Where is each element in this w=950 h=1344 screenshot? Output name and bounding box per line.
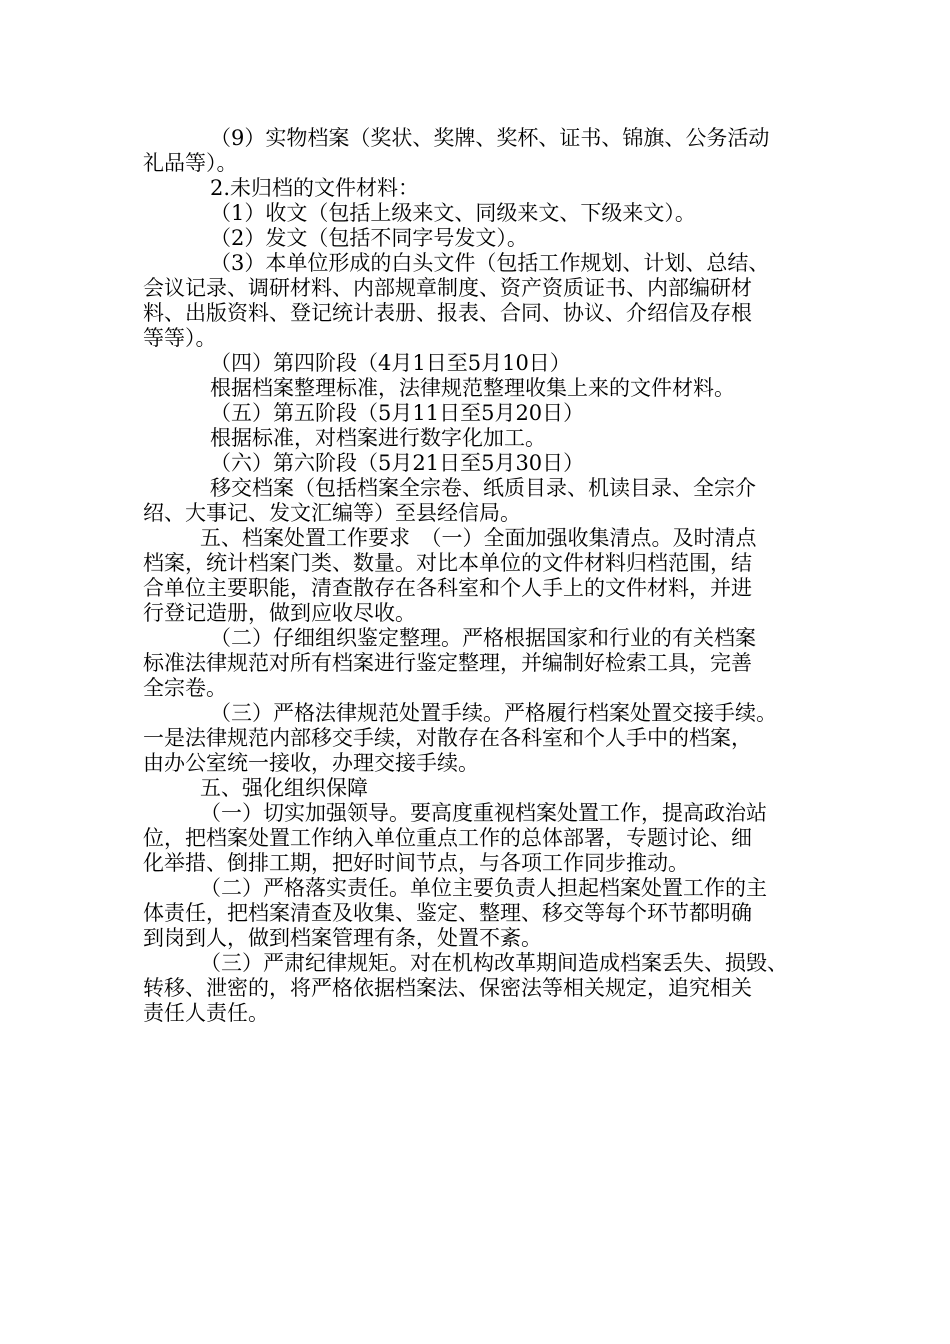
text-line: （1）收文（包括上级来文、同级来文、下级来文）。 (210, 201, 696, 225)
text-line: 由办公室统一接收，办理交接手续。 (143, 751, 479, 775)
text-line: （2）发文（包括不同字号发文）。 (210, 226, 528, 250)
section-heading: 五、强化组织保障 (200, 776, 368, 800)
text-line: （三）严格法律规范处置手续。严格履行档案处置交接手续。 (210, 701, 777, 725)
text-line: （五）第五阶段（5月11日至5月20日） (210, 401, 585, 425)
text-line: （六）第六阶段（5月21日至5月30日） (210, 451, 585, 475)
text-line: 一是法律规范内部移交手续，对散存在各科室和个人手中的档案， (143, 726, 752, 750)
text-line: （9）实物档案（奖状、奖牌、奖杯、证书、锦旗、公务活动 (210, 126, 770, 150)
text-line: （一）切实加强领导。要高度重视档案处置工作，提高政治站 (200, 801, 767, 825)
text-line: 根据标准，对档案进行数字化加工。 (210, 426, 546, 450)
text-line: 五、档案处置工作要求 （一）全面加强收集清点。及时清点 (200, 526, 757, 550)
text-line: 转移、泄密的，将严格依据档案法、保密法等相关规定，追究相关 (143, 976, 752, 1000)
text-line: 等等）。 (143, 326, 217, 350)
text-line: （三）严肃纪律规矩。对在机构改革期间造成档案丢失、损毁、 (200, 951, 788, 975)
text-line: 料、出版资料、登记统计表册、报表、合同、协议、介绍信及存根 (143, 301, 752, 325)
text-line: 礼品等）。 (143, 151, 238, 175)
text-line: 位，把档案处置工作纳入单位重点工作的总体部署，专题讨论、细 (143, 826, 752, 850)
text-line: （3）本单位形成的白头文件（包括工作规划、计划、总结、 (210, 251, 770, 275)
text-line: 全宗卷。 (143, 676, 227, 700)
text-line: 标准法律规范对所有档案进行鉴定整理，并编制好检索工具，完善 (143, 651, 752, 675)
text-line: （四）第四阶段（4月1日至5月10日） (210, 351, 571, 375)
text-line: 体责任，把档案清查及收集、鉴定、整理、移交等每个环节都明确 (143, 901, 752, 925)
text-line: 绍、大事记、发文汇编等）至县经信局。 (143, 501, 521, 525)
text-line: 移交档案（包括档案全宗卷、纸质目录、机读目录、全宗介 (210, 476, 756, 500)
text-line: 责任人责任。 (143, 1001, 269, 1025)
text-line: 根据档案整理标准，法律规范整理收集上来的文件材料。 (210, 376, 735, 400)
text-line: 会议记录、调研材料、内部规章制度、资产资质证书、内部编研材 (143, 276, 752, 300)
text-line: （二）严格落实责任。单位主要负责人担起档案处置工作的主 (200, 876, 767, 900)
text-line: 到岗到人，做到档案管理有条，处置不紊。 (143, 926, 542, 950)
text-line: 行登记造册，做到应收尽收。 (143, 601, 416, 625)
text-line: 合单位主要职能，清查散存在各科室和个人手上的文件材料，并进 (143, 576, 752, 600)
text-line: 档案，统计档案门类、数量。对比本单位的文件材料归档范围，结 (143, 551, 752, 575)
text-line: 化举措、倒排工期，把好时间节点，与各项工作同步推动。 (143, 851, 689, 875)
text-line: 2.未归档的文件材料： (210, 176, 420, 200)
text-line: （二）仔细组织鉴定整理。严格根据国家和行业的有关档案 (210, 626, 756, 650)
